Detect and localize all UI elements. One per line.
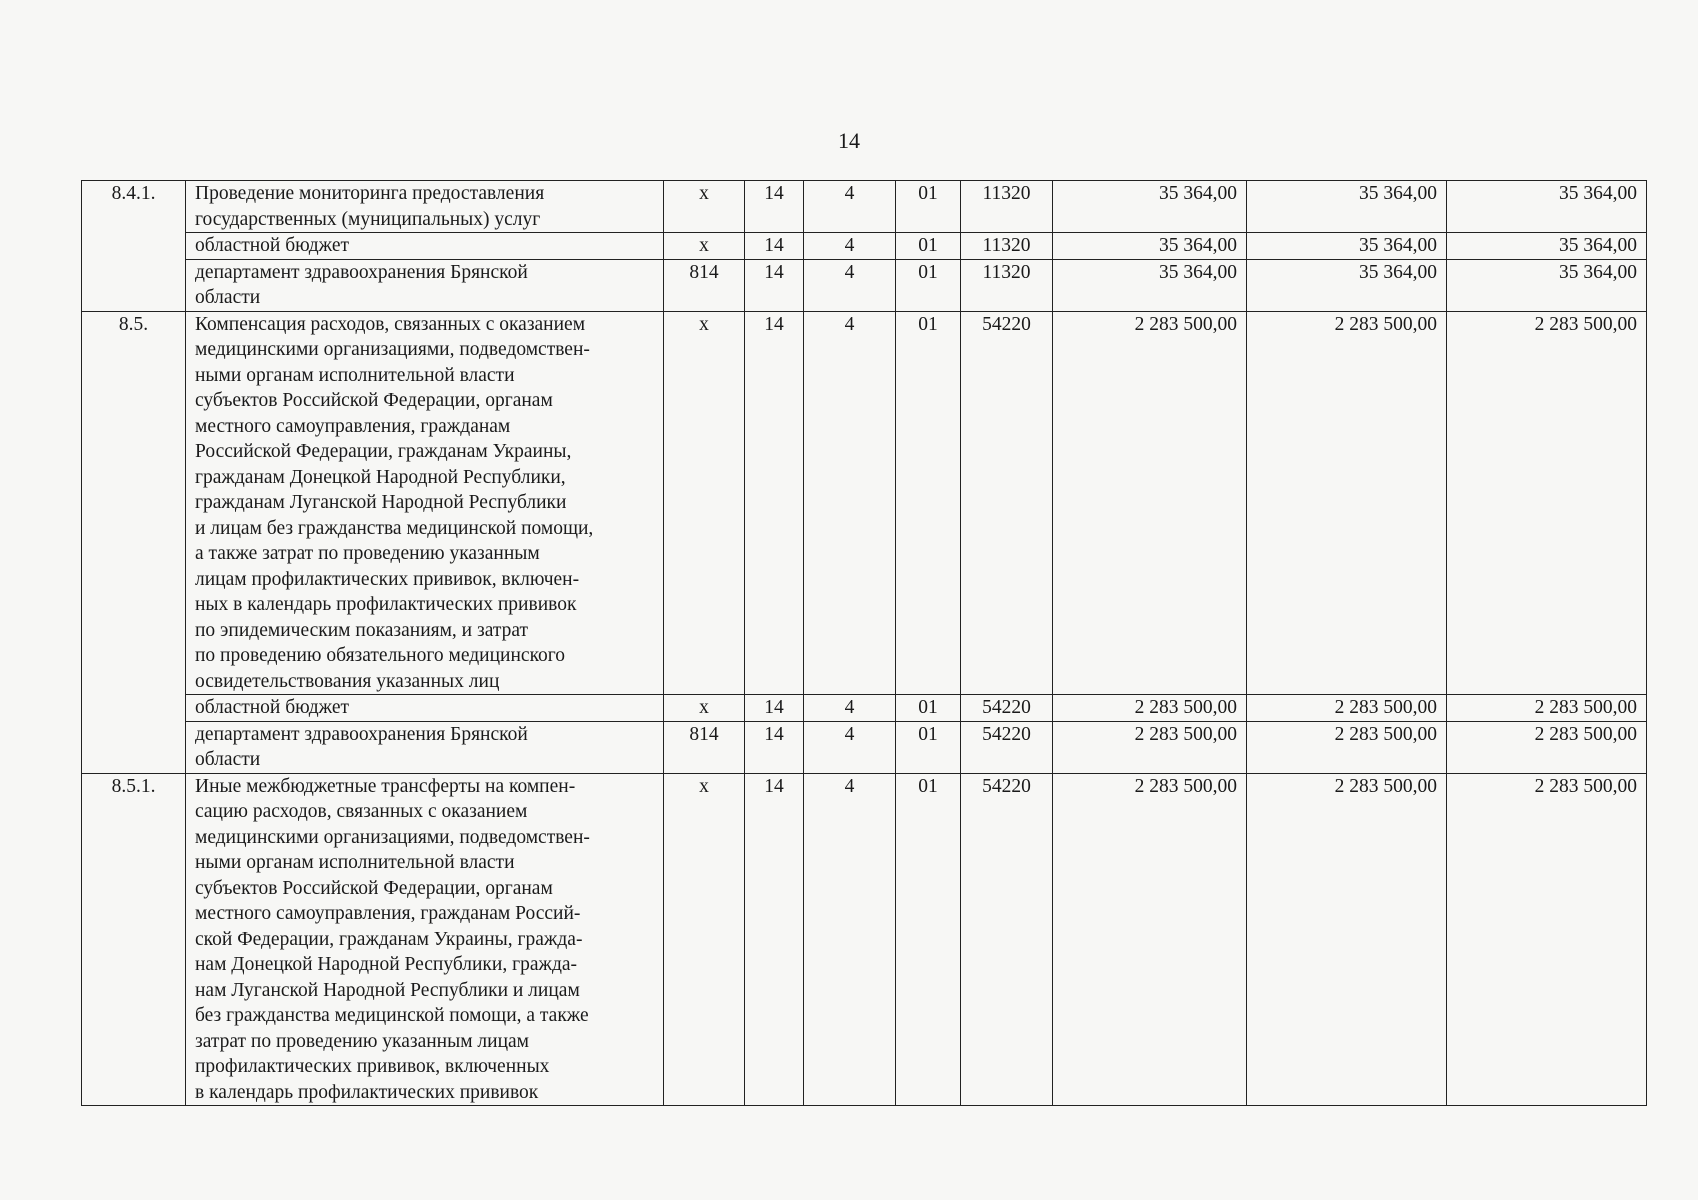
table-row [82,259,1647,311]
table-row [82,181,1647,233]
cell-section: 14 [745,233,804,260]
row-name: Проведение мониторинга предоставления государственных (муниципальных) услуг [186,181,664,233]
cell-admin: х [664,695,745,722]
cell-amount-1: 35 364,00 [1053,233,1247,260]
cell-subsection: 4 [804,181,896,233]
row-name: департамент здравоохранения Брянской области [186,721,664,773]
cell-code: 54220 [961,695,1053,722]
cell-amount-2: 35 364,00 [1247,233,1447,260]
row-number: 8.5. [82,311,186,695]
row-number [82,721,186,773]
cell-program: 01 [896,773,961,1106]
cell-program: 01 [896,259,961,311]
row-name: департамент здравоохранения Брянской области [186,259,664,311]
cell-code: 11320 [961,181,1053,233]
cell-amount-2: 2 283 500,00 [1247,695,1447,722]
table-row [82,233,1647,260]
cell-subsection: 4 [804,311,896,695]
cell-admin: 814 [664,259,745,311]
cell-subsection: 4 [804,721,896,773]
cell-amount-2: 35 364,00 [1247,181,1447,233]
cell-amount-1: 2 283 500,00 [1053,773,1247,1106]
cell-subsection: 4 [804,259,896,311]
cell-amount-2: 35 364,00 [1247,259,1447,311]
cell-admin: х [664,311,745,695]
cell-amount-3: 2 283 500,00 [1447,721,1647,773]
cell-amount-3: 35 364,00 [1447,181,1647,233]
cell-program: 01 [896,181,961,233]
cell-subsection: 4 [804,773,896,1106]
budget-table [81,180,1647,1106]
cell-subsection: 4 [804,695,896,722]
cell-program: 01 [896,233,961,260]
cell-amount-2: 2 283 500,00 [1247,773,1447,1106]
row-name: областной бюджет [186,695,664,722]
cell-amount-3: 2 283 500,00 [1447,695,1647,722]
cell-amount-2: 2 283 500,00 [1247,721,1447,773]
cell-amount-3: 35 364,00 [1447,233,1647,260]
cell-amount-3: 2 283 500,00 [1447,773,1647,1106]
table-row [82,773,1647,1106]
cell-section: 14 [745,773,804,1106]
cell-subsection: 4 [804,233,896,260]
row-name: Компенсация расходов, связанных с оказанием медицинскими организациями, подведомствен- ными органам исполнительной власти субъектов Российской Федерации, органам местного самоуправления, гражданам Российской Федерации, гражданам Украины, гражданам Донецкой Народной Республики, гражданам Луганской Народной Республики и лицам без гражданства медицинской помощи, а также затрат по проведению указанным лицам профилактических прививок, включен- ных в календарь профилактических прививок по эпидемическим показаниям, и затрат по проведению обязательного медицинского освидетельствования указанных лиц [186,311,664,695]
cell-code: 54220 [961,773,1053,1106]
cell-admin: х [664,773,745,1106]
cell-code: 54220 [961,311,1053,695]
row-number [82,695,186,722]
cell-section: 14 [745,721,804,773]
cell-amount-2: 2 283 500,00 [1247,311,1447,695]
cell-program: 01 [896,311,961,695]
cell-section: 14 [745,181,804,233]
cell-code: 11320 [961,259,1053,311]
cell-code: 11320 [961,233,1053,260]
cell-section: 14 [745,259,804,311]
cell-amount-1: 35 364,00 [1053,181,1247,233]
table-row [82,721,1647,773]
cell-section: 14 [745,695,804,722]
row-number [82,233,186,260]
cell-admin: х [664,233,745,260]
cell-program: 01 [896,721,961,773]
cell-admin: 814 [664,721,745,773]
cell-section: 14 [745,311,804,695]
cell-code: 54220 [961,721,1053,773]
cell-admin: х [664,181,745,233]
row-number: 8.4.1. [82,181,186,233]
table-row [82,695,1647,722]
cell-amount-3: 35 364,00 [1447,259,1647,311]
cell-amount-1: 2 283 500,00 [1053,721,1247,773]
cell-program: 01 [896,695,961,722]
row-name: областной бюджет [186,233,664,260]
table-row [82,311,1647,695]
cell-amount-3: 2 283 500,00 [1447,311,1647,695]
cell-amount-1: 2 283 500,00 [1053,311,1247,695]
row-name: Иные межбюджетные трансферты на компен- сацию расходов, связанных с оказанием медицинскими организациями, подведомствен- ными органам исполнительной власти субъектов Российской Федерации, органам местного самоуправления, гражданам Россий- ской Федерации, гражданам Украины, гражда- нам Донецкой Народной Республики, гражда- нам Луганской Народной Республики и лицам без гражданства медицинской помощи, а также затрат по проведению указанным лицам профилактических прививок, включенных в календарь профилактических прививок [186,773,664,1106]
row-number [82,259,186,311]
cell-amount-1: 2 283 500,00 [1053,695,1247,722]
row-number: 8.5.1. [82,773,186,1106]
page-number: 14 [838,128,860,153]
cell-amount-1: 35 364,00 [1053,259,1247,311]
